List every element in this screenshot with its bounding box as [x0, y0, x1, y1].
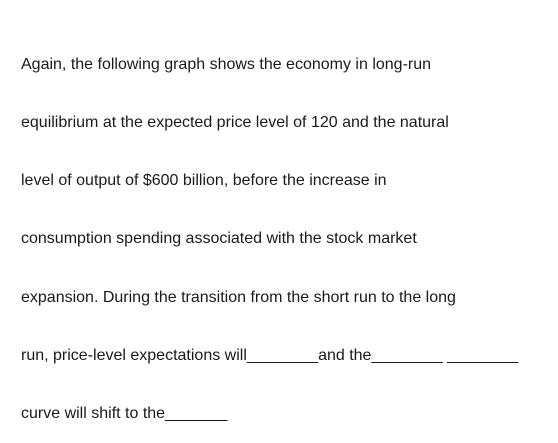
question-line: expansion. During the transition from the short run to the long	[21, 288, 456, 306]
question-line: level of output of $600 billion, before the increase in	[21, 172, 387, 190]
question-line: Again, the following graph shows the economy in long-run	[21, 55, 432, 73]
question-text	[21, 16, 551, 443]
question-line: equilibrium at the expected price level of 120 and the natural	[21, 114, 449, 132]
question-line-with-blanks: run, price-level expectations will________and the________ ________	[21, 346, 519, 364]
question-line-with-blank: curve will shift to the_______	[21, 405, 228, 423]
question-line: consumption spending associated with the stock market	[21, 230, 417, 248]
